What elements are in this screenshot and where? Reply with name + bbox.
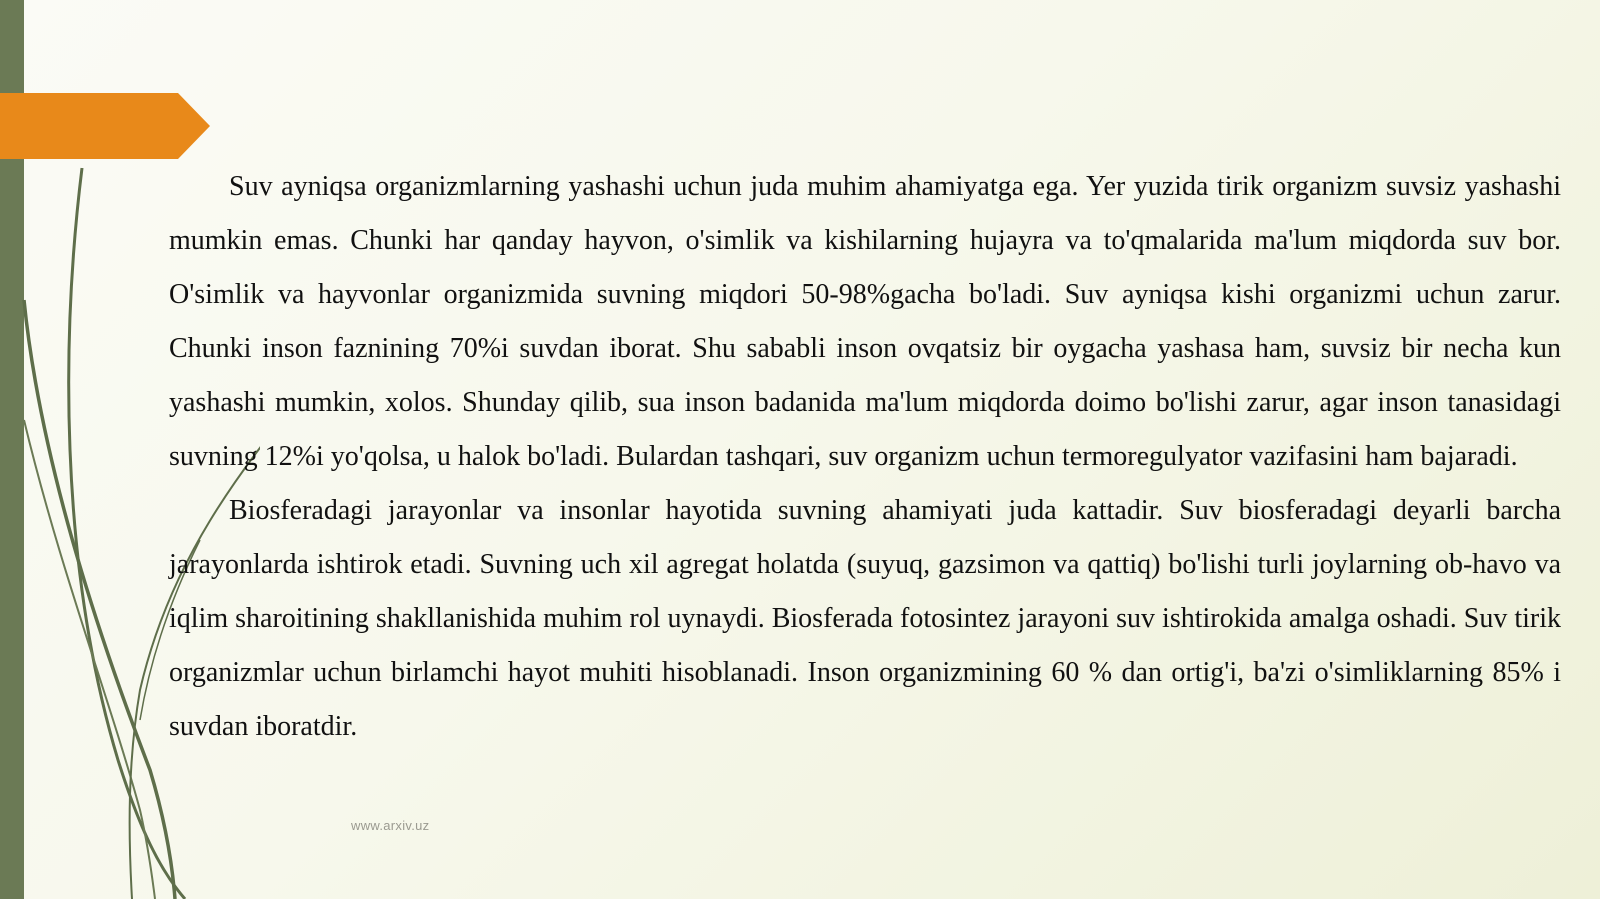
paragraph-1: Suv ayniqsa organizmlarning yashashi uchun juda muhim ahamiyatga ega. Yer yuzida tirik organizm suvsiz yashashi mumkin emas. Chunki har qanday hayvon, o'simlik va kishilarning hujayra va to'qmalarida ma'lum miqdorda suv bor. O'simlik va hayvonlar organizmida suvning miqdori 50-98%gacha bo'ladi. Suv ayniqsa kishi organizmi uchun zarur. Chunki inson faznining 70%i suvdan iborat. Shu sababli inson ovqatsiz bir oygacha yashasa ham, suvsiz bir necha kun yashashi mumkin, xolos. Shunday qilib, sua inson badanida ma'lum miqdorda doimo bo'lishi zarur, agar inson tanasidagi suvning 12%i yo'qolsa, u halok bo'ladi. Bulardan tashqari, suv organizm uchun termoregulyator vazifasini ham bajaradi. <box>169 171 1561 472</box>
paragraph-2: Biosferadagi jarayonlar va insonlar hayotida suvning ahamiyati juda kattadir. Suv biosferadagi deyarli barcha jarayonlarda ishtirok etadi. Suvning uch xil agregat holatda (suyuq, gazsimon va qattiq) bo'lishi turli joylarning ob-havo va iqlim sharoitining shakllanishida muhim rol uynaydi. Biosferada fotosintez jarayoni suv ishtirokida amalga oshadi. Suv tirik organizmlar uchun birlamchi hayot muhiti hisoblanadi. Inson organizmining 60 % dan ortig'i, ba'zi o'simliklarning 85% i suvdan iboratdir. <box>169 495 1562 742</box>
slide-body-text <box>169 160 1561 754</box>
watermark-text: www.arxiv.uz <box>351 818 430 833</box>
